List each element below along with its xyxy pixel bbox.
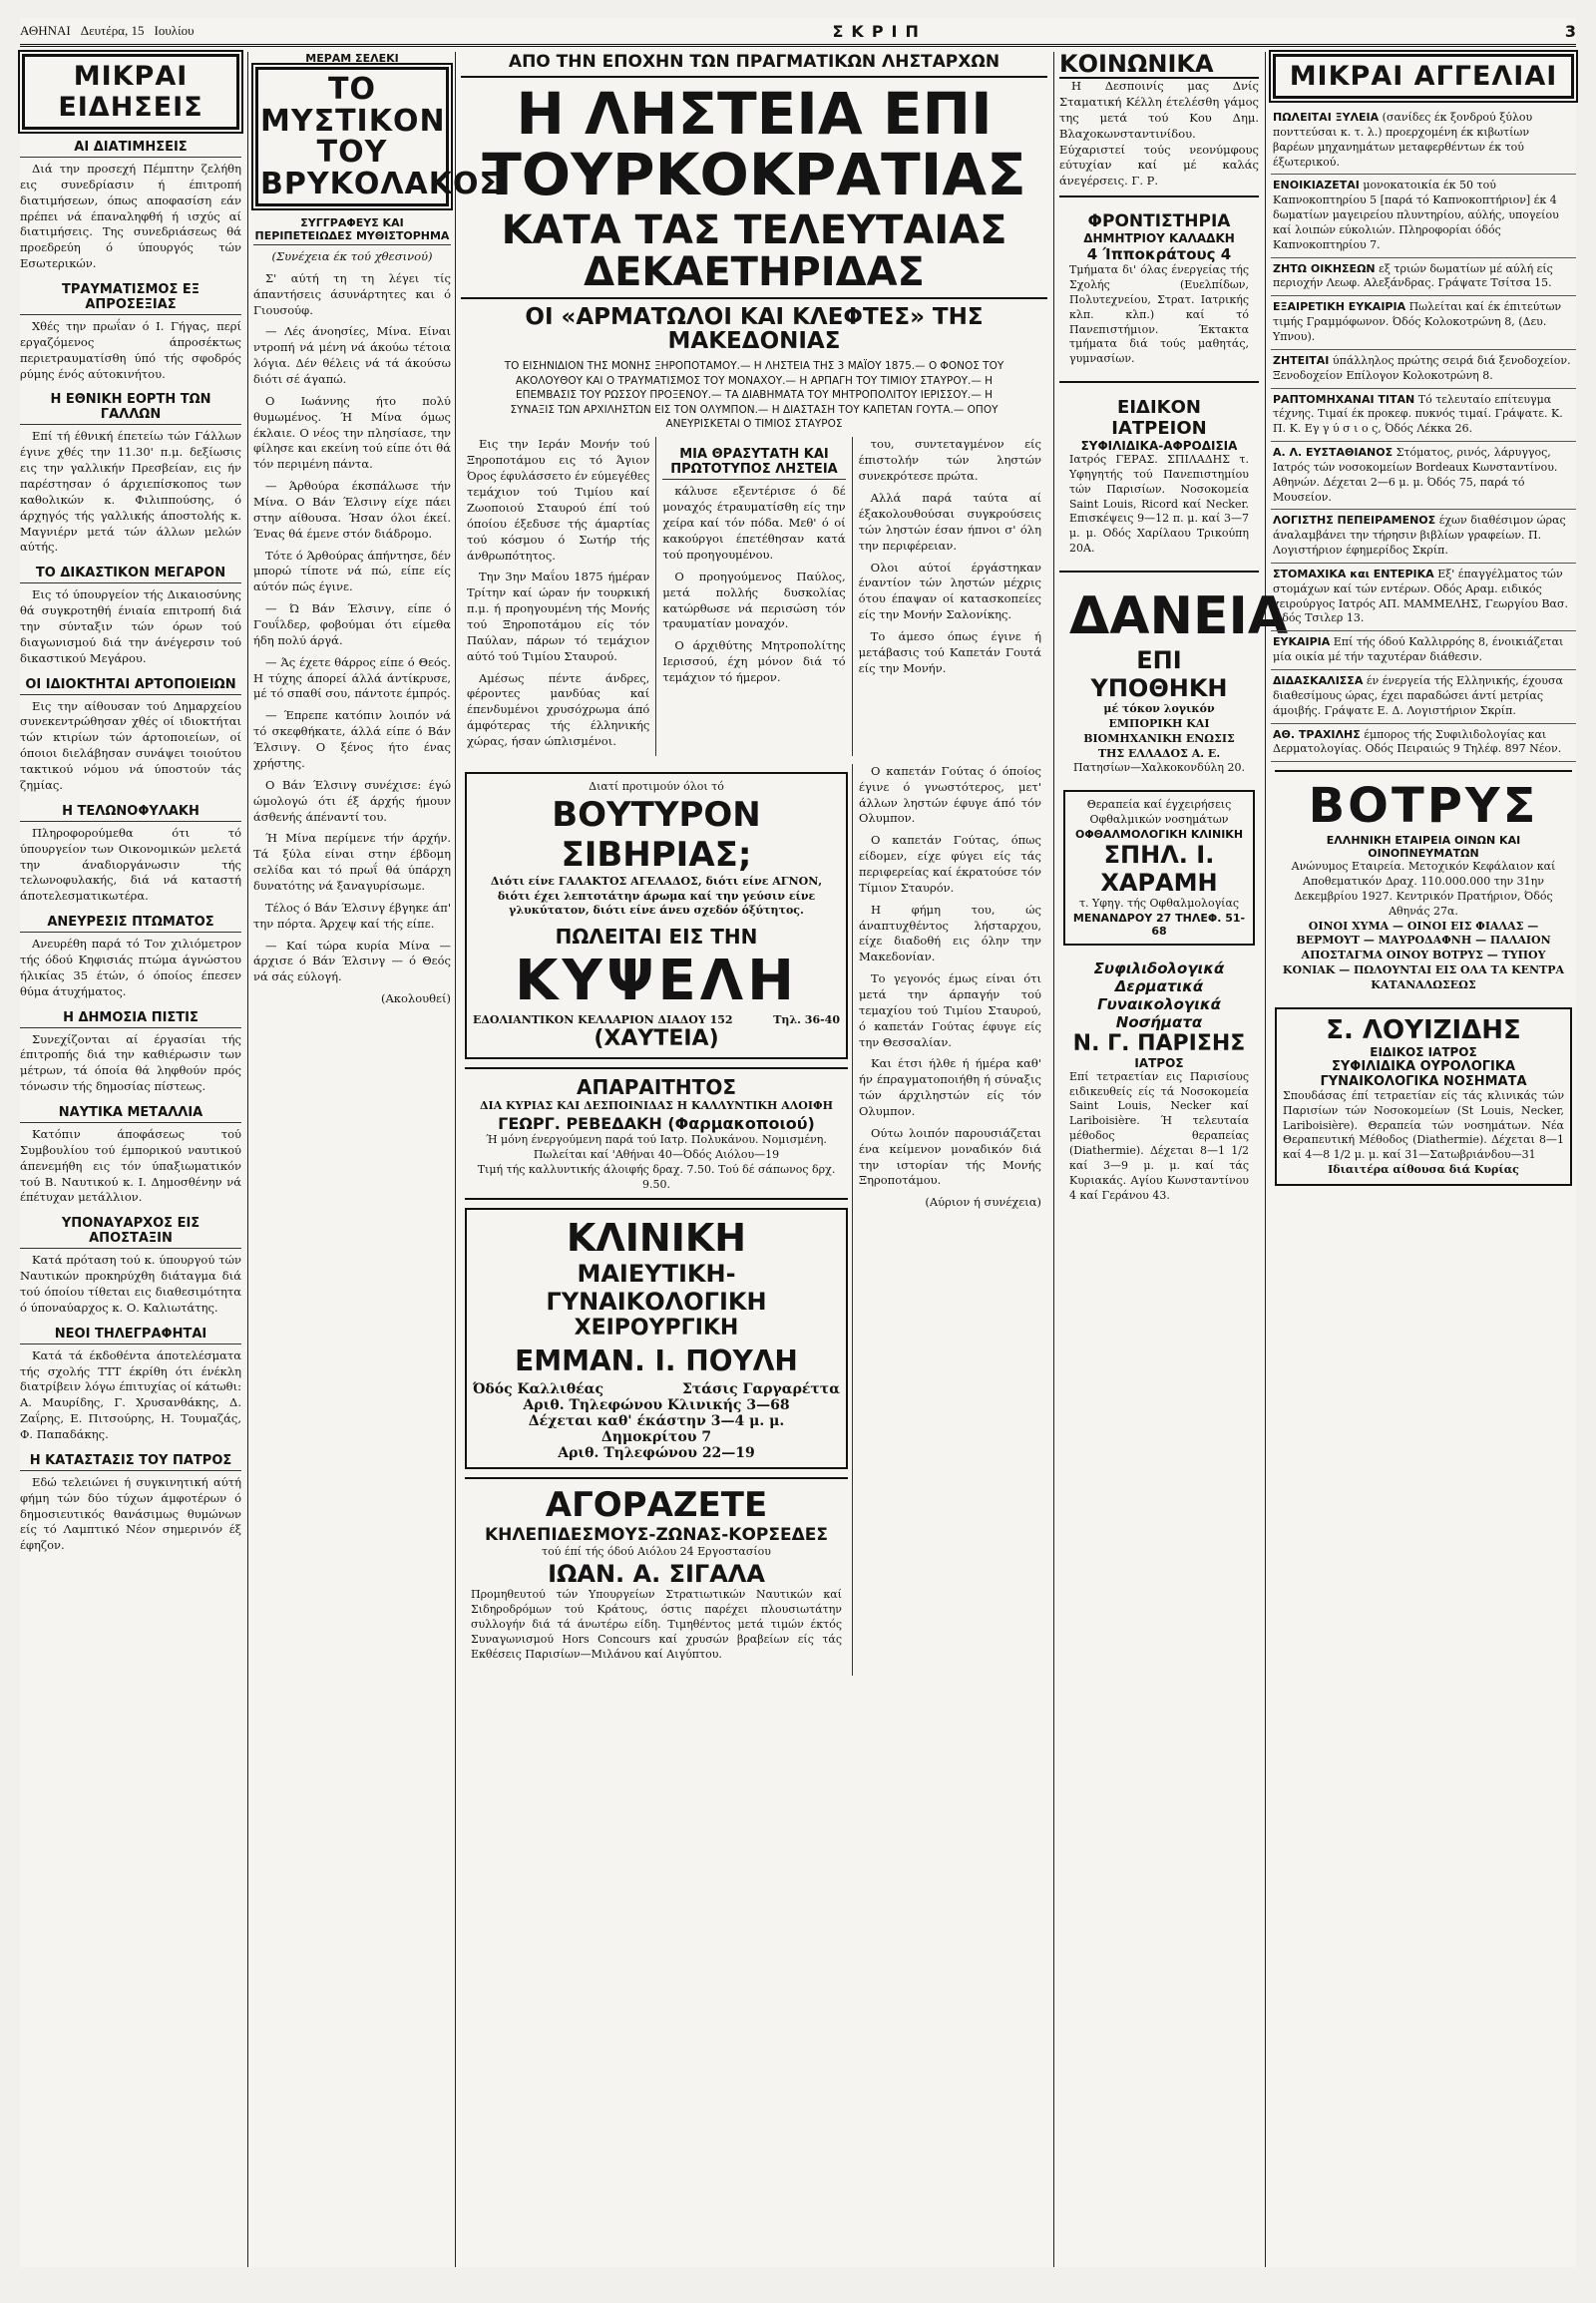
- clinic-doctor: ΕΜΜΑΝ. Ι. ΠΟΥΛΗ: [515, 1344, 798, 1378]
- clinic-title: ΚΛΙΝΙΚΗ: [566, 1216, 747, 1261]
- feature-paras-c: [859, 437, 1041, 676]
- serial-text: [253, 271, 451, 985]
- feature-paragraph: Αμέσως πέντε άνδρες, φέροντες μανδύας καί έπενδυμένοι χρυσόχρωμα άπό άμφότερας τής έλληνικής χώρας, ήσαν ώπλισμένοι.: [467, 670, 650, 748]
- serial-kicker: ΜΕΡΑΜ ΣΕΛΕΚΙ: [305, 52, 399, 65]
- serial-paragraph: — Άς έχετε θάρρος είπε ό Θεός. Η τύχης άπορεί άλλά άντίκρυσε, μέ τό σπαθί σου, πάντοτε έμπρός.: [253, 654, 451, 701]
- butter-line2: Διότι είνε ΓΑΛΑΚΤΟΣ ΑΓΕΛΑΔΟΣ, διότι είνε ΑΓΝΟΝ, διότι έχει λεπτοτάτην άρωμα καί την γεύσιν είνε γλυκύτατον, διότι είνε άνευ σχεδόν όξύτητος.: [490, 874, 823, 918]
- clinic-location: [473, 1381, 840, 1397]
- brief-title: ΑΙ ΔΙΑΤΙΜΗΣΕΙΣ: [20, 140, 241, 158]
- feature-headline-2: ΚΑΤΑ ΤΑΣ ΤΕΛΕΥΤΑΙΑΣ ΔΕΚΑΕΤΗΡΙΔΑΣ: [461, 209, 1047, 299]
- day-label: Δευτέρα, 15: [80, 23, 145, 38]
- tutoring-title: ΦΡΟΝΤΙΣΤΗΡΙΑ: [1087, 211, 1231, 232]
- tutoring-ad: [1063, 205, 1255, 373]
- brief-text: Συνεχίζονται αί έργασίαι τής έπιτροπής διά την καθιέρωσιν των μέτρων, τά όποία θά ληφθούν πρός τόνωσιν τής δημοσίας πίστεως.: [20, 1031, 241, 1094]
- eye-name: ΣΠΗΛ. Ι. ΧΑΡΑΜΗ: [1100, 840, 1218, 897]
- wine-title: ΒΟΤΡΥΣ: [1308, 778, 1539, 835]
- classifieds-list: [1271, 107, 1576, 762]
- newspaper-page: [20, 18, 1576, 2267]
- eye-addr: ΜΕΝΑΝΔΡΟΥ 27 ΤΗΛΕΦ. 51-68: [1072, 911, 1246, 938]
- pariseis-title: Συφιλιδολογικά Δερματικά Γυναικολογικά Νοσήματα: [1093, 959, 1225, 1031]
- classified-item: [1271, 296, 1576, 350]
- clinic-hours: Δέχεται καθ' έκάστην 3—4 μ. μ.: [528, 1413, 785, 1430]
- butter-shop: ΚΥΨΕΛΗ: [515, 949, 798, 1014]
- brief-text: Εις την αίθουσαν τού Δημαρχείου συνεκεντρώθησαν χθές οί ιδιοκτήται τών κτιρίων τών άρτοποιείων, οί όποιοι διελάβησαν συνάψει τοιούτου τακτικού νόμου νά ύποστούν τάς ζημίας.: [20, 698, 241, 792]
- feature-paragraph: Και έτσι ήλθε ή ήμέρα καθ' ήν έπραγματοποιήθη ή σύναξις τών άρχιληστών είς τόν Ολυμπον.: [859, 1056, 1041, 1118]
- column-rule: [247, 52, 248, 2267]
- brief-title: ΝΕΟΙ ΤΗΛΕΓΡΑΦΗΤΑΙ: [20, 1327, 241, 1344]
- vd-clinic-ad: [1063, 391, 1255, 563]
- classified-item: [1271, 631, 1576, 670]
- column-rule: [455, 52, 456, 2267]
- brief-title: ΟΙ ΙΔΙΟΚΤΗΤΑΙ ΑΡΤΟΠΟΙΕΙΩΝ: [20, 677, 241, 695]
- classified-text: εξ τριών δωματίων μέ αύλή είς περιοχήν Λεωφ. Αλεξάνδρας. Γράψατε Τσίτσα 15.: [1273, 261, 1553, 290]
- lotion-text: Ή μόνη ένεργούμενη παρά τού Ιατρ. Πολυκάνου. Νομισμένη. Πωλείται καί 'Αθήναι 40—Όδός Αιόλου—19: [486, 1133, 827, 1161]
- feature-paragraph: Ο καπετάν Γούτας, όπως είδομεν, είχε φύγει είς τάς περιφερείας καί έκρατούσε τόν Τίμιον Σταυρόν.: [859, 833, 1041, 895]
- brief-text: Διά την προσεχή Πέμπτην ζελήθη εις συνεδρίασιν ή έπιτροπή διατιμήσεων, όπως αποφασίση εάν πρέπει νά έπαναληφθή ή ισχύς αί διατιμήσεις. Της συνεδριάσεως θά προεδρεύη ό ύπουργός τών Εσωτερικών.: [20, 162, 241, 271]
- classified-item: [1271, 350, 1576, 389]
- brief-title: Η ΤΕΛΩΝΟΦΥΛΑΚΗ: [20, 804, 241, 822]
- social-text: Η Δεσποινίς μας Δνίς Σταματική Κέλλη έτελέσθη γάμος της μετά τού Κου Δημ. Βλαχοκωνσταντινίδου. Εύχαριστεί τούς νεονύμφους εύτυχίαν καί μέ καλάς άνεγέρσεις. Γ. Ρ.: [1059, 79, 1259, 189]
- social-header: ΚΟΙΝΩΝΙΚΑ: [1059, 52, 1259, 79]
- feature-col-a: [461, 437, 655, 755]
- clinic-sub: ΜΑΙΕΥΤΙΚΗ-ΓΥΝΑΙΚΟΛΟΓΙΚΗ: [546, 1260, 767, 1317]
- brief-title: Η ΔΗΜΟΣΙΑ ΠΙΣΤΙΣ: [20, 1010, 241, 1028]
- feature-summary: ΤΟ ΕΙΣΗΝΙΔΙΟΝ ΤΗΣ ΜΟΝΗΣ ΞΗΡΟΠΟΤΑΜΟΥ.— Η ΛΗΣΤΕΙΑ ΤΗΣ 3 ΜΑΪΟΥ 1875.— Ο ΦΟΝΟΣ ΤΟΥ ΑΚΟΛΟΥΘΟΥ ΚΑΙ Ο ΤΡΑΥΜΑΤΙΣΜΟΣ ΤΟΥ ΜΟΝΑΧΟΥ.— Η ΑΡΠΑΓΗ ΤΟΥ ΤΙΜΙΟΥ ΣΤΑΥΡΟΥ.— Η ΕΠΕΜΒΑΣΙΣ ΤΟΥ ΡΩΣΣΟΥ ΠΡΟΞΕΝΟΥ.— ΤΑ ΔΙΑΒΗΜΑΤΑ ΤΟΥ ΜΗΤΡΟΠΟΛΙΤΟΥ ΙΕΡΙΣΣΟΥ.— Η ΣΥΝΑΞΙΣ ΤΩΝ ΑΡΧΙΛΗΣΤΩΝ ΕΙΣ ΤΟΝ ΟΛΥΜΠΟΝ.— Η ΔΙΑΣΤΑΣΗ ΤΟΥ ΚΑΠΕΤΑΝ ΓΟΥΤΑ.— ΟΠΟΥ ΑΝΕΥΡΙΣΚΕΤΑΙ Ο ΤΙΜΙΟΣ ΣΤΑΥΡΟΣ: [504, 360, 1004, 430]
- classifieds-column: [1271, 52, 1576, 2267]
- tutoring-addr: 4 Ίπποκράτους 4: [1086, 245, 1232, 264]
- brief-title: ΑΝΕΥΡΕΣΙΣ ΠΤΩΜΑΤΟΣ: [20, 915, 241, 933]
- classified-title: ΡΑΠΤΟΜΗΧΑΝΑΙ ΤΙΤΑΝ: [1273, 392, 1415, 406]
- butter-sold: ΠΩΛΕΙΤΑΙ ΕΙΣ ΤΗΝ: [555, 925, 758, 950]
- classified-text: Τό τελευταίο επίτευγμα τέχνης. Τιμαί έκ προκεφ. πυκνός τιμαί. Γράψατε. Κ. Π. Κ. Εγ γ ύ σ ι ο ς, Όδός Λέκκα 26.: [1273, 392, 1563, 436]
- lotion-sub: ΔΙΑ ΚΥΡΙΑΣ ΚΑΙ ΔΕΣΠΟΙΝΙΔΑΣ Η ΚΑΛΛΥΝΤΙΚΗ ΑΛΟΙΦΗ: [480, 1099, 833, 1113]
- butter-area: (ΧΑΥΤΕΙΑ): [594, 1026, 719, 1052]
- divider: [1059, 571, 1259, 573]
- serial-paragraph: — Λές άνοησίες, Μίνα. Είναι ντροπή νά μένη νά άκούω τέτοια λόγια. Δέν θέλεις νά τά άκούσω διότι σέ άγαπώ.: [253, 324, 451, 387]
- serial-paragraph: — Έπρεπε κατόπιν λοιπόν νά τό σκεφθήκατε, άλλά είπε ό Βάν Έλσινγ. Ο ξένος ήτο ένας χρήστης.: [253, 708, 451, 770]
- butter-addr: ΕΔΟΛΙΑΝΤΙΚΟΝ ΚΕΛΛΑΡΙΟΝ ΔΙΑΔΟΥ 152: [473, 1013, 733, 1027]
- clinic-sub2: ΧΕΙΡΟΥΡΓΙΚΗ: [574, 1316, 739, 1342]
- butter-line1: Διατί προτιμούν όλοι τό: [589, 779, 724, 793]
- brief-title: Η ΕΘΝΙΚΗ ΕΟΡΤΗ ΤΩΝ ΓΑΛΛΩΝ: [20, 392, 241, 425]
- feature-article: [461, 52, 1047, 2267]
- wine-sub: ΕΛΛΗΝΙΚΗ ΕΤΑΙΡΕΙΑ ΟΙΝΩΝ ΚΑΙ ΟΙΝΟΠΝΕΥΜΑΤΩΝ: [1326, 834, 1521, 861]
- classified-text: Πωλείται καί έκ έπιτεύτων τιμής Γραμμόφωνον. Όδός Κολοκοτρώνη 8, (Δευ. Υπνου).: [1273, 300, 1562, 343]
- brief-text: Κατόπιν άποφάσεως τού Συμβουλίου τού έμπορικού ναυτικού άπενεμήθη εις τόν ύπαξιωματικόν τού Β. Ναυτικού κ. Ι. Δημοσθένην νά έπέτυχαν μετάλλιον.: [20, 1126, 241, 1205]
- lotion-ad: [465, 1067, 848, 1200]
- corsets-sub: ΚΗΛΕΠΙΔΕΣΜΟΥΣ-ΖΩΝΑΣ-ΚΟΡΣΕΔΕΣ: [485, 1525, 828, 1546]
- serial-paragraph: — Άρθούρα έκσπάλωσε τήν Μίνα. Ο Βάν Έλσινγ είχε πάει στην αίθουσα. Ήσαν όλοι έκεί. Ένας θά έμενε στόν διάδρομο.: [253, 479, 451, 541]
- classified-title: Α. Λ. ΕΥΣΤΑΘΙΑΝΟΣ: [1273, 446, 1394, 460]
- column-rule: [1265, 52, 1266, 2267]
- serial-cont-note: (Ακολουθεί): [381, 991, 451, 1006]
- classified-title: ΕΝΟΙΚΙΑΖΕΤΑΙ: [1273, 179, 1360, 192]
- clinic-tel: Αριθ. Τηλεφώνου Κλινικής 3—68: [523, 1397, 790, 1414]
- feature-paras-b: [662, 484, 845, 685]
- paper-title: ΣΚΡΙΠ: [832, 21, 927, 41]
- corsets-addr: τού έπί τής όδού Αιόλου 24 Εργοστασίου: [541, 1545, 771, 1559]
- lotion-price: Τιμή τής καλλυντικής άλοιφής δραχ. 7.50. Τού δέ σάπωνος δρχ. 9.50.: [477, 1162, 836, 1191]
- tutoring-text: Τμήματα δι' όλας ένεργείας τής Σχολής (Ευελπίδων, Πολυτεχνείου, Στρατ. Ιατρικής κλπ. κλπ.) καί τό Πανεπιστήμιον. Έκτακτα τμήματα διά τούς μαθητάς, γυμνασίων.: [1069, 263, 1249, 366]
- serial-paragraph: Τέλος ό Βάν Έλσινγ έβγηκε άπ' την πόρτα. Άρχεψ καί τής είπε.: [253, 900, 451, 931]
- feature-col-d: [852, 764, 1047, 1677]
- serial-title: ΤΟ ΜΥΣΤΙΚΟΝ ΤΟΥ ΒΡΥΚΟΛΑΚΟΣ: [255, 67, 449, 206]
- feature-paragraph: Εις την Ιεράν Μονήν τού Ξηροποτάμου εις τό Άγιον Όρος έφυλάσσετο έν εύμεγέθες τεμάχιον τού Τιμίου καί Ζωοποιού Σταυρού έπί τού όποίου έξεδυσε τής άμαρτίας τού κόσμου ό Σωτήρ τής άνθρωπότητος.: [467, 437, 650, 563]
- classified-title: ΔΙΔΑΣΚΑΛΙΣΣΑ: [1273, 674, 1364, 687]
- wine-products: ΟΙΝΟΙ ΧΥΜΑ — ΟΙΝΟΙ ΕΙΣ ΦΙΑΛΑΣ — ΒΕΡΜΟΥΤ — ΜΑΥΡΟΔΑΦΝΗ — ΠΑΛΑΙΟΝ ΑΠΟΣΤΑΓΜΑ ΟΙΝΟΥ ΒΟΤΡΥΣ — ΤΥΠΟΥ ΚΟΝΙΑΚ — ΠΩΛΟΥΝΤΑΙ ΕΙΣ ΟΛΑ ΤΑ ΚΕΝΤΡΑ ΚΑΤΑΝΑΛΩΣΕΩΣ: [1282, 919, 1565, 991]
- loans-addr: Πατησίων—Χαλκοκονδύλη 20.: [1073, 761, 1245, 775]
- feature-headline: Η ΛΗΣΤΕΙΑ ΕΠΙ ΤΟΥΡΚΟΚΡΑΤΙΑΣ: [482, 80, 1026, 208]
- feature-paras-d: [859, 764, 1041, 1189]
- serial-paragraph: Ο Ιωάννης ήτο πολύ θυμωμένος. Ή Μίνα όμως έκλαιε. Ο νέος την πλησίασε, την φίλησε και εκείνη τού είπε ότι θά τόν περιμένη πάντα.: [253, 393, 451, 472]
- classified-item: [1271, 510, 1576, 564]
- feature-paragraph: Αλλά παρά ταύτα αί έξακολουθούσαι συγκρούσεις τών ληστών έσαν ήπνοι σ' όλη την περιφέρειαν.: [858, 491, 1041, 553]
- serial-paragraph: Ή Μίνα περίμενε τήν άρχήν. Τά ξύλα είναι στην έβδομη σελίδα και τό πρωΐ θά ύπάρχη δυνατότης νά ξαναγυρίσωμε.: [253, 831, 451, 893]
- classified-text: έχων διαθέσιμον ώρας άναλαμβάνει την τήρησιν βιβλίων γραφείων. Π. Λογιστήριον έφημερίδος Σκρίπ.: [1273, 514, 1566, 558]
- clinic-ad: [465, 1208, 848, 1469]
- clinic-office: Δημοκρίτου 7: [600, 1429, 712, 1446]
- butter-title: ΒΟΥΤΥΡΟΝ ΣΙΒΗΡΙΑΣ;: [552, 794, 761, 875]
- classified-title: ΠΩΛΕΙΤΑΙ ΞΥΛΕΙΑ: [1273, 111, 1380, 124]
- feature-col-b: [655, 437, 851, 755]
- wine-text: Ανώνυμος Εταιρεία. Μετοχικόν Κεφάλαιον καί Αποθεματικόν Δραχ. 110.000.000 την 31ην Δεκεμβρίου 1927. Κεντρικόν Πρατήριον, Όδός Αθηνάς 27α.: [1291, 860, 1556, 918]
- brief-text: Εις τό ύπουργείον τής Δικαιοσύνης θά συγκροτηθή ένιαία επιτροπή διά την σύνταξιν τών όρων τού διαγωνισμού διά την άνέγερσιν τού δικαστικού Μεγάρου.: [20, 587, 241, 665]
- column-rule: [1053, 52, 1054, 2267]
- serial-paragraph: Τότε ό Άρθούρας άπήντησε, δέν μπορώ τίποτε νά πώ, είπε είς αύτόν πώς έγινε.: [253, 548, 451, 594]
- feature-section-title: ΜΙΑ ΘΡΑΣΥΤΑΤΗ ΚΑΙ ΠΡΩΤΟΤΥΠΟΣ ΛΗΣΤΕΙΑ: [662, 447, 845, 480]
- pariseis-sub: ΙΑΤΡΟΣ: [1134, 1055, 1184, 1070]
- louizidis-title: Σ. ΛΟΥΙΖΙΔΗΣ: [1326, 1014, 1521, 1045]
- classified-title: ΣΤΟΜΑΧΙΚΑ και ΕΝΤΕΡΙΚΑ: [1273, 567, 1434, 580]
- classified-item: [1271, 175, 1576, 257]
- lotion-title: ΑΠΑΡΑΙΤΗΤΟΣ: [577, 1075, 736, 1100]
- butter-contact: [473, 1013, 840, 1026]
- feature-paragraph: του, συντεταγμένον είς έπιστολήν τών ληστών συνεκρότεσε πρώτα.: [858, 437, 1041, 484]
- brief-title: ΤΟ ΔΙΚΑΣΤΙΚΟΝ ΜΕΓΑΡΟΝ: [20, 566, 241, 583]
- classified-text: Στόματος, ρινός, λάρυγγος, Ιατρός τών νοσοκομείων Bordeaux Κωνσταντίνου. Αθηνών. Δέχεται 2—6 μ. μ. Όδός 75, παρά τό Μουσείον.: [1273, 446, 1558, 504]
- feature-paras-a: [467, 437, 649, 749]
- corsets-title: ΑΓΟΡΑΖΕΤΕ: [545, 1485, 768, 1526]
- classified-item: [1271, 564, 1576, 631]
- clinic-street: Όδός Καλλιθέας: [473, 1381, 603, 1398]
- serial-subhead: ΣΥΓΓΡΑΦΕΥΣ ΚΑΙ ΠΕΡΙΠΕΤΕΙΩΔΕΣ ΜΥΘΙΣΤΟΡΗΜΑ: [253, 216, 451, 245]
- feature-paragraph: Το άμεσο όπως έγινε ή μετάβασις τού Καπετάν Γουτά είς την Μονήν.: [858, 628, 1041, 675]
- feature-paragraph: Ολοι αύτοί έργάστηκαν έναντίον τών ληστών μέχρις ότου έπαψαν οί κατασκοπείες είς την Μονήν Σαλονίκης.: [858, 560, 1041, 622]
- serial-continued: (Συνέχεια έκ τού χθεσινού): [271, 249, 433, 263]
- wine-ad: [1275, 770, 1572, 999]
- loans-ad: [1063, 580, 1289, 782]
- feature-paragraph: Ο προηγούμενος Παύλος, μετά πολλής δυσκολίας κατώρθωσε νά περισώση τόν τραυματίαν μοναχόν.: [662, 569, 846, 631]
- brief-text: Επί τή έθνική έπετείω τών Γάλλων έγινε χθές την 11.30' π.μ. δεξίωσις εις την γαλλικήν Πρεσβείαν, εις ήν παρέστησαν ό άρχιεπίσκοπος των καθολικών κ. Φιλιππούσης, ό άρχηγός τής γαλλικής άποστολής κ. Μαγνιέρν μετά τών άλλων μελών αύτής.: [20, 429, 241, 555]
- butter-ad: [465, 772, 848, 1059]
- feature-paragraph: Ούτω λοιπόν παρουσιάζεται ένα κείμενον μοναδικόν διά την ιστορίαν τής Μονής Ξηροποτάμου.: [859, 1125, 1041, 1188]
- feature-body: [461, 437, 1047, 755]
- butter-tel: Τηλ. 36-40: [773, 1013, 840, 1027]
- classified-text: μονοκατοικία έκ 50 τού Καπνοκοπτηρίου 5 [παρά τό Καπνοκοπτήριον] έκ 4 δωματίων μαγειρείου πλυντηρίου, αύλής, υπογείου καί λοιπών εύκολιών. Πληροφορίαι όδός Καπνοκοπτηρίου 7.: [1273, 179, 1559, 251]
- clinic-tel2: Αριθ. Τηλεφώνου 22—19: [558, 1445, 755, 1462]
- brief-title: ΤΡΑΥΜΑΤΙΣΜΟΣ ΕΞ ΑΠΡΟΣΕΞΙΑΣ: [20, 282, 241, 315]
- feature-paragraph: Η φήμη του, ώς άναπτυχθέντος λήσταρχου, είχε διαδοθή εις όλην την Μακεδονίαν.: [859, 902, 1041, 964]
- classified-text: έν ένεργεία τής Ελληνικής, έχουσα διαθεσίμους ώρας, έχει παραδώσει άντί μετρίας άμοιβής. Γράψατε Ε. Δ. Λογιστήριον Σκρίπ.: [1273, 674, 1563, 717]
- eye-line1: Θεραπεία καί έγχειρήσεις Οφθαλμικών νοσημάτων: [1086, 798, 1232, 827]
- feature-lower: [461, 764, 1047, 1677]
- feature-deck: ΟΙ «ΑΡΜΑΤΩΛΟΙ ΚΑΙ ΚΛΕΦΤΕΣ» ΤΗΣ ΜΑΚΕΔΟΝΙΑΣ: [525, 303, 984, 354]
- classifieds-header: ΜΙΚΡΑΙ ΑΓΓΕΛΙΑΙ: [1273, 54, 1574, 99]
- vd-clinic-title: ΕΙΔΙΚΟΝ ΙΑΤΡΕΙΟΝ: [1111, 397, 1207, 440]
- classified-text: Εξ' έπαγγέλματος τών στομάχων καί τών εντέρων. Οδός Αραμ. ειδικός χειρούργος Ιατρός ΑΠ. ΜΑΜΜΕΛΗΣ, Γεωργίου Βασ. Όδός Τσιλερ 13.: [1273, 567, 1568, 625]
- classified-title: ΖΗΤΕΙΤΑΙ: [1273, 353, 1330, 367]
- feature-paragraph: Ο άρχιθύτης Μητροπολίτης Ιερισσού, έχη μόνον διά τό τεμάχιον τό ήμερον.: [662, 638, 846, 684]
- classified-item: [1271, 107, 1576, 175]
- brief-text: Εδώ τελειώνει ή συγκινητική αύτή φήμη τών δύο τύχων άμφοτέρων ό δημοσιευτικός θανάσιμως θυμώνων είς τό Λαμπτικό Νέον σημερινόν έξ έφηζον.: [20, 1474, 241, 1553]
- louizidis-ad: [1275, 1007, 1572, 1186]
- brief-text: Πληροφορούμεθα ότι τό ύπουργείον των Οικονομικών μελετά την άναδιοργάνωσιν τής τελωνοφυλακής, διά νά καταστή άποτελεσματικωτέρα.: [20, 825, 241, 904]
- eye-clinic-ad: [1063, 790, 1255, 946]
- feature-cont-note: (Αύριον ή συνέχεια): [925, 1195, 1041, 1210]
- louizidis-sub: ΕΙΔΙΚΟΣ ΙΑΤΡΟΣ: [1370, 1044, 1477, 1059]
- brief-title: ΝΑΥΤΙΚΑ ΜΕΤΑΛΛΙΑ: [20, 1105, 241, 1123]
- vd-clinic-sub: ΣΥΦΙΛΙΔΙΚΑ-ΑΦΡΟΔΙΣΙΑ: [1080, 439, 1238, 454]
- loans-title: ΔΑΝΕΙΑ: [1069, 586, 1289, 647]
- serial-paragraph: Σ' αύτή τη τη λέγει τίς άπαντήσεις άσυνάρτητες και ό Γιουσούφ.: [253, 270, 451, 317]
- feature-col-c: [852, 437, 1047, 755]
- classified-title: ΛΟΓΙΣΤΗΣ ΠΕΠΕΙΡΑΜΕΝΟΣ: [1273, 514, 1436, 528]
- serial-column: [253, 52, 502, 2267]
- serial-paragraph: — Καί τώρα κυρία Μίνα — άρχισε ό Βάν Έλσινγ — ό Θεός νά σάς εύλογή.: [253, 938, 451, 984]
- month-label: Ιουλίου: [154, 23, 195, 38]
- eye-title: ΟΦΘΑΛΜΟΛΟΓΙΚΗ ΚΛΙΝΙΚΗ: [1074, 827, 1244, 841]
- classified-text: έμπορος τής Συφιλιδολογίας και Δερματολογίας. Οδός Πειραιώς 9 Τηλέφ. 897 Νέον.: [1273, 727, 1562, 756]
- classified-title: ΕΥΚΑΙΡΙΑ: [1273, 635, 1331, 649]
- vd-clinic-text: Ιατρός ΓΕΡΑΣ. ΣΠΙΛΑΔΗΣ τ. Υφηγητής τού Πανεπιστημίου τών Παρισίων. Νοσοκομεία Saint Louis, Ricord καί Necker. Επισκέψεις 9—12 π. μ. καί 3—7 μ. μ. Οδός Χαρίλαου Τρικούπη 20Α.: [1069, 453, 1249, 556]
- louizidis-addr: Ιδιαιτέρα αίθουσα διά Κυρίας: [1328, 1163, 1519, 1177]
- brief-text: Χθές την πρωΐαν ό Ι. Γήγας, περί εργαζόμενος άπροσέκτως περιετραυματίσθη ύπό τής σφοδρός ρύμης ένός αύτοκινήτου.: [20, 319, 241, 381]
- feature-paragraph: κάλυσε εξεντέρισε ό δέ μοναχός έτραυματίσθη είς την χείρα καί τόν πόδα. Μεθ' ό οί κακούργοι έπετέθησαν κατά τού προηγουμένου.: [662, 484, 846, 562]
- corsets-ad: [465, 1477, 848, 1668]
- lotion-name: ΓΕΩΡΓ. ΡΕΒΕΔΑΚΗ (Φαρμακοποιού): [498, 1114, 815, 1134]
- classified-item: [1271, 258, 1576, 297]
- classified-title: ΑΘ. ΤΡΑΧΙΛΗΣ: [1273, 727, 1361, 741]
- brief-text: Κατά τά έκδοθέντα άποτελέσματα τής σχολής ΤΤΤ έκρίθη ότι ένέκλη διατρίβειν λόγω έπιτυχίας οί κάτωθι: Α. Μαυρίδης, Γ. Χρυσανθάκης, Δ. Ζαΐρης, Ε. Πιτσούρης, Η. Τουμαζάς, Φ. Παπαδάκης.: [20, 1347, 241, 1441]
- masthead-date: [20, 23, 195, 39]
- pariseis-name: Ν. Γ. ΠΑΡΙΣΗΣ: [1072, 1030, 1246, 1056]
- classified-item: [1271, 670, 1576, 724]
- pariseis-text: Επί τετραετίαν εις Παρισίους ειδικευθείς είς τά Νοσοκομεία Saint Louis, Necker καί Lariboisière. Ή τελευταία μέθοδος θεραπείας (Diathermie). Δέχεται 8—1 1/2 καί 3—9 μ. μ. καί τάς Κυριακάς. Αγίου Κωνσταντίνου 4 καί Γεράνου 43.: [1069, 1069, 1249, 1202]
- center-ads: [461, 764, 852, 1677]
- classified-text: ύπάλληλος πρώτης σειρά διά ξενοδοχείον. Ξενοδοχείον Επίλογον Κολοκοτρώνη 8.: [1273, 353, 1571, 382]
- feature-kicker: ΑΠΟ ΤΗΝ ΕΠΟΧΗΝ ΤΩΝ ΠΡΑΓΜΑΤΙΚΩΝ ΛΗΣΤΑΡΧΩΝ: [461, 52, 1047, 78]
- louizidis-text: Σπουδάσας έπί τετραετίαν είς τάς κλινικάς τών Παρισίων τών Νοσοκομείων (St Louis, Necker, Lariboisière). Θεραπεία τών νοσημάτων. Νέα Θεραπευτική Μέθοδος (Diathermie). Δέχεται 8—1 καί 4—8 1/2 μ. μ. καί 31—Σατωβριάνδου—31: [1283, 1088, 1564, 1162]
- brief-text: Ανευρέθη παρά τό Τον χιλιόμετρον τής όδού Κηφισιάς πτώμα άγνώστου ήλικίας 35 έτών, ό όποίος έπεσεν θύμα άτυχήματος.: [20, 937, 241, 998]
- brief-title: Η ΚΑΤΑΣΤΑΣΙΣ ΤΟΥ ΠΑΤΡΟΣ: [20, 1453, 241, 1471]
- classified-text: (σανίδες έκ ξονδρού ξύλου πονττεύσαι κ. τ. λ.) προερχομένη έκ κιβωτίων βαρέων μηχανημάτων μεταφερθέντων έκ τού έξωτερικού.: [1273, 111, 1533, 169]
- clinic-stop: Στάσις Γαργαρέττα: [681, 1381, 840, 1398]
- corsets-text: Προμηθευτού τών Υπουργείων Στρατιωτικών Ναυτικών καί Σιδηροδρόμων τού Κράτους, όστις παρέχει πλουσιωτάτην συλλογήν διά τά άνωτέρω είδη. Τιμηθέντος μετά τιμών έκτός Συναγωνισμού Hors Concours καί χρυσών βραβείων είς τάς Εκθέσεις Παρισίων—Μιλάνου καί Αιγύπτου.: [471, 1588, 842, 1661]
- brief-text: Κατά πρόταση τού κ. ύπουργού τών Ναυτικών προκηρύχθη διάταγμα διά τού όποίου τίθεται εις διαθεσιμότητα ό ύποναύαρχος κ. Ο. Καλιωτάτης.: [20, 1253, 241, 1315]
- loans-sub: ΕΠΙ ΥΠΟΘΗΚΗ: [1090, 646, 1228, 703]
- feature-paragraph: Ο καπετάν Γούτας ό όποίος έγινε ό γνωστότερος, μετ' άλλων ληστών έφυγε άπό τόν Ολυμπον.: [859, 763, 1041, 826]
- brief-title: ΥΠΟΝΑΥΑΡΧΟΣ ΕΙΣ ΑΠΟΣΤΑΞΙΝ: [20, 1216, 241, 1249]
- classified-item: [1271, 389, 1576, 443]
- serial-paragraph: Ο Βάν Έλσινγ συνέχισε: έγώ ώμολογώ ότι έξ άρχής ήμουν άσθενής άπέναντί του.: [253, 777, 451, 824]
- feature-paragraph: Την 3ην Μαΐου 1875 ήμέραν Τρίτην καί ώραν ήν τουρκική π.μ. ή προηγουμένη τής Μονής τού Ξηροποτάμου είς τόν Παύλαν, πάρων τό τεμάχιον αύτό τού Τιμίου Σταυρού.: [467, 570, 650, 663]
- divider: [1059, 195, 1259, 197]
- pariseis-ad: [1063, 954, 1255, 1210]
- loans-text: μέ τόκον λογικόν ΕΜΠΟΡΙΚΗ ΚΑΙ ΒΙΟΜΗΧΑΝΙΚΗ ΕΝΩΣΙΣ ΤΗΣ ΕΛΛΑΔΟΣ Α. Ε.: [1083, 702, 1235, 760]
- paper-name: ΑΘΗΝΑΙ: [20, 23, 71, 38]
- classified-text: Επί τής όδού Καλλιρρόης 8, ένοικιάζεται μία οικία μέ τήν ταχυτέραν διάθεσιν.: [1273, 635, 1564, 664]
- classified-item: [1271, 442, 1576, 510]
- classified-item: [1271, 724, 1576, 763]
- classified-title: ΕΞΑΙΡΕΤΙΚΗ ΕΥΚΑΙΡΙΑ: [1273, 300, 1406, 314]
- masthead: [20, 18, 1576, 47]
- serial-paragraph: — Ώ Βάν Έλσινγ, είπε ό Γουΐλδερ, φοβούμαι ότι είμεθα ήδη πολύ άργά.: [253, 601, 451, 647]
- news-briefs-list: [20, 140, 241, 1554]
- page-number: 3: [1564, 21, 1576, 41]
- classified-title: ΖΗΤΩ ΟΙΚΗΣΕΩΝ: [1273, 261, 1376, 275]
- feature-paragraph: Το γεγονός έμως είναι ότι μετά την άρπαγήν τού τεμαχίου τού Τιμίου Σταυρού, ό καπετάν Γούτας έφυγε είς την Θεσσαλίαν.: [859, 971, 1041, 1049]
- tutoring-name: ΔΗΜΗΤΡΙΟΥ ΚΑΛΑΔΚΗ: [1083, 231, 1235, 246]
- news-briefs-column: [20, 52, 241, 2267]
- corsets-name: ΙΩΑΝ. Α. ΣΙΓΑΛΑ: [548, 1560, 765, 1589]
- social-column: [1059, 50, 1289, 2267]
- divider: [1059, 381, 1259, 383]
- news-briefs-header: ΜΙΚΡΑΙ ΕΙΔΗΣΕΙΣ: [22, 54, 239, 130]
- louizidis-specialty: ΣΥΦΙΛΙΔΙΚΑ ΟΥΡΟΛΟΓΙΚΑ ΓΥΝΑΙΚΟΛΟΓΙΚΑ ΝΟΣΗΜΑΤΑ: [1320, 1058, 1527, 1089]
- eye-sub: τ. Υφηγ. τής Οφθαλμολογίας: [1078, 896, 1240, 910]
